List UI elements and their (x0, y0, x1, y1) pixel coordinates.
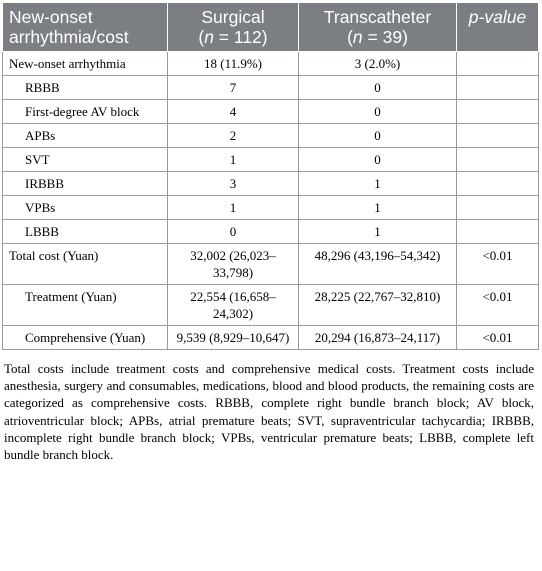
transcatheter-cell: 1 (299, 172, 457, 196)
transcatheter-cell: 0 (299, 148, 457, 172)
surgical-cell: 0 (168, 220, 299, 244)
header-arrhythmia-cost: New-onset arrhythmia/cost (3, 3, 168, 52)
row-label: IRBBB (3, 172, 168, 196)
transcatheter-cell: 0 (299, 76, 457, 100)
transcatheter-cell: 1 (299, 220, 457, 244)
transcatheter-cell: 1 (299, 196, 457, 220)
surgical-cell: 1 (168, 196, 299, 220)
table-row (3, 220, 539, 244)
surgical-cell: 32,002 (26,023–33,798) (168, 244, 299, 285)
p-value-cell (457, 100, 539, 124)
table-row (3, 244, 539, 285)
p-value-cell (457, 172, 539, 196)
surgical-cell: 1 (168, 148, 299, 172)
transcatheter-cell: 28,225 (22,767–32,810) (299, 285, 457, 326)
row-label: VPBs (3, 196, 168, 220)
p-value-cell: <0.01 (457, 326, 539, 350)
header-row (3, 3, 539, 52)
header-p-value: p-value (457, 3, 539, 52)
table-row (3, 124, 539, 148)
p-value-cell (457, 220, 539, 244)
row-label: First-degree AV block (3, 100, 168, 124)
p-value-cell (457, 124, 539, 148)
surgical-cell: 3 (168, 172, 299, 196)
surgical-cell: 18 (11.9%) (168, 52, 299, 76)
table-row (3, 100, 539, 124)
row-label: APBs (3, 124, 168, 148)
row-label: SVT (3, 148, 168, 172)
table-row (3, 52, 539, 76)
transcatheter-cell: 20,294 (16,873–24,117) (299, 326, 457, 350)
row-label: Total cost (Yuan) (3, 244, 168, 285)
surgical-cell: 9,539 (8,929–10,647) (168, 326, 299, 350)
table-footnote: Total costs include treatment costs and comprehensive medical costs. Treatment costs include anesthesia, surgery and consumables, medications, blood and blood products, the remaining costs are categorized as comprehensive costs. RBBB, complete right bundle branch block; AV block, atrioventricular block; APBs, atrial premature beats; SVT, supraventricular tachycardia; IRBBB, incomplete right bundle branch block; VPBs, ventricular premature beats; LBBB, complete left bundle branch block. (4, 361, 534, 463)
row-label: LBBB (3, 220, 168, 244)
row-label: Treatment (Yuan) (3, 285, 168, 326)
row-label: New-onset arrhythmia (3, 52, 168, 76)
header-transcatheter: Transcatheter (n = 39) (299, 3, 457, 52)
p-value-cell: <0.01 (457, 244, 539, 285)
surgical-cell: 7 (168, 76, 299, 100)
surgical-cell: 2 (168, 124, 299, 148)
surgical-cell: 22,554 (16,658–24,302) (168, 285, 299, 326)
table-row (3, 148, 539, 172)
p-value-cell: <0.01 (457, 285, 539, 326)
transcatheter-cell: 48,296 (43,196–54,342) (299, 244, 457, 285)
table-row (3, 196, 539, 220)
transcatheter-cell: 0 (299, 100, 457, 124)
table-row (3, 76, 539, 100)
table-row (3, 285, 539, 326)
p-value-cell (457, 52, 539, 76)
row-label: Comprehensive (Yuan) (3, 326, 168, 350)
surgical-cell: 4 (168, 100, 299, 124)
row-label: RBBB (3, 76, 168, 100)
table-container (2, 2, 538, 476)
transcatheter-cell: 3 (2.0%) (299, 52, 457, 76)
p-value-cell (457, 148, 539, 172)
header-surgical: Surgical (n = 112) (168, 3, 299, 52)
table-row (3, 326, 539, 350)
table-row (3, 172, 539, 196)
p-value-cell (457, 196, 539, 220)
arrhythmia-cost-table (2, 2, 539, 350)
p-value-cell (457, 76, 539, 100)
transcatheter-cell: 0 (299, 124, 457, 148)
